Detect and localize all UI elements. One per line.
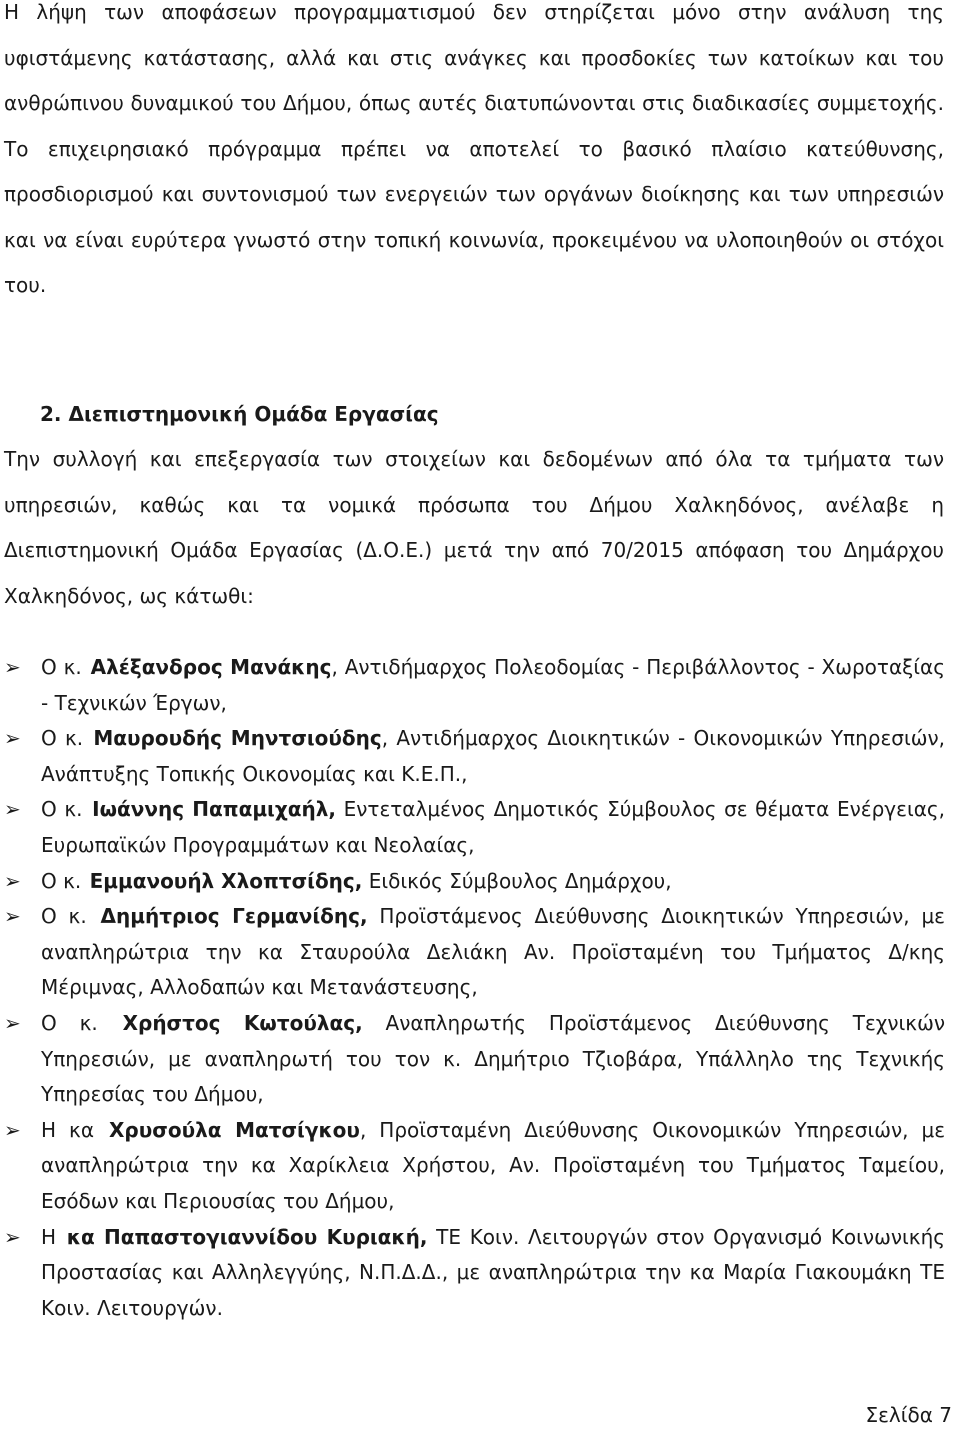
arrow-bullet-icon: ➢ <box>4 1010 21 1035</box>
member-role: ΤΕ Κοιν. Λειτουργών στον Οργανισμό Κοινωνικής Προστασίας και Αλληλεγγύης, Ν.Π.Δ.Δ., με αναπληρώτρια την κα Μαρία Γιακουμάκη ΤΕ Κοιν. Λειτουργών. <box>41 1224 945 1320</box>
intro-paragraph: Η λήψη των αποφάσεων προγραμματισμού δεν στηρίζεται μόνο στην ανάλυση της υφιστάμενης κατάστασης, αλλά και στις ανάγκες και προσδοκίες των κατοίκων και του ανθρώπινου δυναμικού του Δήμου, όπως αυτές διατυπώνονται στις διαδικασίες συμμετοχής. Το επιχειρησιακό πρόγραμμα πρέπει να αποτελεί το βασικό πλαίσιο κατεύθυνσης, προσδιορισμού και συντονισμού των ενεργειών των οργάνων διοίκησης και των υπηρεσιών και να είναι ευρύτερα γνωστό στην τοπική κοινωνία, προκειμένου να υλοποιηθούν οι στόχοι του. <box>4 0 944 297</box>
member-role: Προϊστάμενος Διεύθυνσης Διοικητικών Υπηρεσιών, με αναπληρώτρια την κα Σταυρούλα Δελιάκη Αν. Προϊσταμένη του Τμήματος Δ/κης Μέριμνας, Αλλοδαπών και Μετανάστευσης, <box>41 904 945 1000</box>
section-heading <box>40 392 439 437</box>
list-item <box>0 1006 945 1113</box>
member-prefix: Ο κ. <box>41 655 82 679</box>
member-prefix: Ο κ. <box>41 868 82 893</box>
member-name: Χρυσούλα Ματσίγκου <box>109 1117 360 1142</box>
list-item <box>0 792 945 863</box>
member-prefix: Ο κ. <box>41 797 83 822</box>
list-item <box>0 1113 945 1220</box>
member-role: , Αντιδήμαρχος Πολεοδομίας - Περιβάλλοντος - Χωροταξίας - Τεχνικών Έργων, <box>41 655 945 715</box>
members-list <box>0 650 945 1326</box>
page-number: Σελίδα 7 <box>865 1403 952 1427</box>
member-prefix: Η κα <box>41 1117 95 1142</box>
section-title-text: Διεπιστημονική Ομάδα Εργασίας <box>68 402 439 426</box>
member-name: Δημήτριος Γερμανίδης, <box>100 904 368 929</box>
member-name: Ιωάννης Παπαμιχαήλ, <box>92 797 336 822</box>
member-name: Εμμανουήλ Χλοπτσίδης, <box>89 868 363 893</box>
member-prefix: Ο κ. <box>41 904 87 929</box>
member-name: κα Παπαστογιαννίδου Κυριακή, <box>66 1224 428 1249</box>
member-role: Ειδικός Σύμβουλος Δημάρχου, <box>362 868 672 893</box>
member-name: Μαυρουδής Μηντσιούδης <box>93 726 382 751</box>
section-number: 2. <box>40 402 62 426</box>
member-name: Αλέξανδρος Μανάκης <box>90 655 332 679</box>
list-item <box>0 650 945 721</box>
arrow-bullet-icon: ➢ <box>4 1117 21 1142</box>
list-item <box>0 899 945 1006</box>
member-prefix: Ο κ. <box>41 1010 98 1035</box>
section-paragraph: Την συλλογή και επεξεργασία των στοιχείων και δεδομένων από όλα τα τμήματα των υπηρεσιών, καθώς και τα νομικά πρόσωπα του Δήμου Χαλκηδόνος, ανέλαβε η Διεπιστημονική Ομάδα Εργασίας (Δ.Ο.Ε.) μετά την από 70/2015 απόφαση του Δημάρχου Χαλκηδόνος, ως κάτωθι: <box>4 447 944 608</box>
member-prefix: Η <box>41 1224 57 1249</box>
member-role: , Αντιδήμαρχος Διοικητικών - Οικονομικών Υπηρεσιών, Ανάπτυξης Τοπικής Οικονομίας και Κ.Ε.Π., <box>41 726 945 786</box>
member-role: Αναπληρωτής Προϊστάμενος Διεύθυνσης Τεχνικών Υπηρεσιών, με αναπληρωτή του τον κ. Δημήτριο Τζιοβάρα, Υπάλληλο της Τεχνικής Υπηρεσίας του Δήμου, <box>41 1010 945 1107</box>
list-item <box>0 864 945 900</box>
list-item <box>0 721 945 792</box>
arrow-bullet-icon: ➢ <box>4 868 21 893</box>
arrow-bullet-icon: ➢ <box>4 1224 21 1249</box>
arrow-bullet-icon: ➢ <box>4 655 21 679</box>
member-name: Χρήστος Κωτούλας, <box>122 1010 363 1035</box>
arrow-bullet-icon: ➢ <box>4 726 21 751</box>
arrow-bullet-icon: ➢ <box>4 904 21 929</box>
list-item <box>0 1220 945 1327</box>
member-role: , Προϊσταμένη Διεύθυνσης Οικονομικών Υπηρεσιών, με αναπληρώτρια την κα Χαρίκλεια Χρήστου, Αν. Προϊσταμένη του Τμήματος Ταμείου, Εσόδων και Περιουσίας του Δήμου, <box>41 1117 946 1213</box>
member-role: Εντεταλμένος Δημοτικός Σύμβουλος σε θέματα Ενέργειας, Ευρωπαϊκών Προγραμμάτων και Νεολαίας, <box>41 797 945 857</box>
arrow-bullet-icon: ➢ <box>4 797 21 822</box>
member-prefix: Ο κ. <box>41 726 84 751</box>
